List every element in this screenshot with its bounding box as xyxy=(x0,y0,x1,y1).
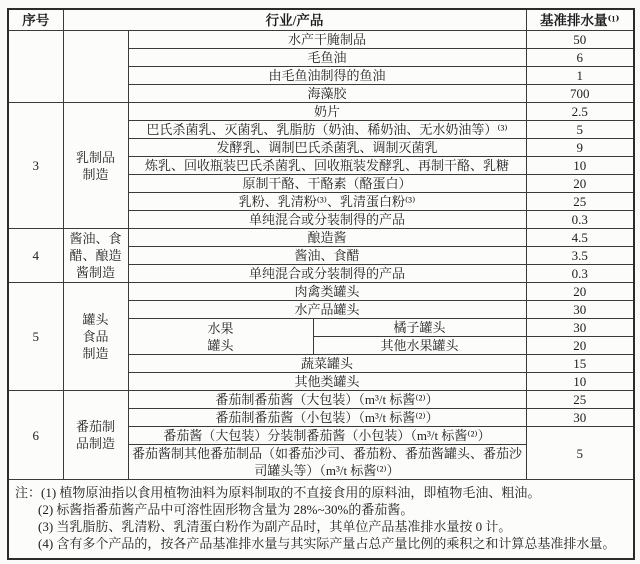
table-row xyxy=(8,31,634,49)
product-cell: 单纯混合或分装制得的产品 xyxy=(128,211,526,229)
product-cell: 水产品罐头 xyxy=(128,301,526,319)
scanned-document-page xyxy=(7,8,633,560)
table-row xyxy=(8,229,634,247)
industry-category-cell xyxy=(63,229,128,283)
discharge-value-cell: 6 xyxy=(526,49,634,67)
text-line: 制造 xyxy=(82,346,109,361)
discharge-value-cell: 10 xyxy=(526,373,634,391)
discharge-value-cell: 5 xyxy=(526,427,634,480)
product-cell: 蔬菜罐头 xyxy=(128,355,526,373)
discharge-value-cell: 700 xyxy=(526,85,634,103)
notes-cell xyxy=(8,480,634,560)
header-industry-product: 行业/产品 xyxy=(63,9,526,31)
text-line: 水果 xyxy=(207,320,234,336)
product-cell: 奶片 xyxy=(128,103,526,121)
discharge-value-cell: 20 xyxy=(526,283,634,301)
product-cell: 酱油、食醋 xyxy=(128,247,526,265)
product-cell: 炼乳、回收瓶装巴氏杀菌乳、回收瓶装发酵乳、再制干酪、乳糖 xyxy=(128,157,526,175)
discharge-value-cell: 30 xyxy=(526,319,634,337)
header-baseline-discharge: 基准排水量⁽¹⁾ xyxy=(526,9,634,31)
table-header-row xyxy=(8,9,634,31)
discharge-value-cell: 25 xyxy=(526,391,634,409)
text-line: 罐头 xyxy=(82,312,109,327)
table-row xyxy=(8,103,634,121)
note-line: 注：(1) 植物原油指以食用植物油料为原料制取的不直接食用的原料油，即植物毛油、粗油。 xyxy=(15,485,541,500)
product-cell: 番茄酱制其他番茄制品（如番茄沙司、番茄粉、番茄酱罐头、番茄沙司罐头等）（m³/t 标酱⁽²⁾） xyxy=(128,445,526,480)
discharge-value-cell: 3.5 xyxy=(526,247,634,265)
note-line: (4) 含有多个产品的，按各产品基准排水量与其实际产量占总产量比例的乘积之和计算总基准排水量。 xyxy=(38,536,616,551)
discharge-value-cell: 1 xyxy=(526,67,634,85)
discharge-value-cell: 25 xyxy=(526,193,634,211)
industry-category-cell xyxy=(63,391,128,480)
discharge-value-cell: 0.3 xyxy=(526,211,634,229)
product-cell: 海藻胶 xyxy=(128,85,526,103)
discharge-value-cell: 0.3 xyxy=(526,265,634,283)
serial-number-cell xyxy=(8,31,63,103)
text-line: 酱制造 xyxy=(75,265,115,280)
product-cell: 单纯混合或分装制得的产品 xyxy=(128,265,526,283)
product-cell: 番茄酱（大包装）分装制番茄酱（小包装）（m³/t 标酱⁽²⁾） xyxy=(128,427,526,445)
industry-category-cell xyxy=(63,103,128,229)
discharge-value-cell: 30 xyxy=(526,301,634,319)
discharge-value-cell: 30 xyxy=(526,409,634,427)
header-serial-number: 序号 xyxy=(8,9,63,31)
text-line: 食品 xyxy=(82,329,109,344)
text-line: 品制造 xyxy=(75,436,115,451)
text-line: 番茄制 xyxy=(75,419,115,434)
serial-number-cell: 6 xyxy=(8,391,63,480)
discharge-value-cell: 2.5 xyxy=(526,103,634,121)
discharge-value-cell: 4.5 xyxy=(526,229,634,247)
discharge-value-cell: 5 xyxy=(526,121,634,139)
industry-category-cell xyxy=(63,31,128,103)
discharge-value-cell: 9 xyxy=(526,139,634,157)
product-cell: 其他水果罐头 xyxy=(313,337,526,355)
table-row xyxy=(8,283,634,301)
discharge-value-cell: 20 xyxy=(526,175,634,193)
discharge-value-cell: 20 xyxy=(526,337,634,355)
product-cell: 水产干腌制品 xyxy=(128,31,526,49)
product-cell: 乳粉、乳清粉⁽³⁾、乳清蛋白粉⁽³⁾ xyxy=(128,193,526,211)
table-row xyxy=(8,391,634,409)
discharge-value-cell: 10 xyxy=(526,157,634,175)
discharge-standards-table xyxy=(7,8,635,560)
notes-row xyxy=(8,480,634,560)
serial-number-cell: 3 xyxy=(8,103,63,229)
product-cell: 番茄制番茄酱（大包装）（m³/t 标酱⁽²⁾） xyxy=(128,391,526,409)
note-line: (2) 标酱指番茄酱产品中可溶性固形物含量为 28%~30%的番茄酱。 xyxy=(38,502,414,517)
discharge-value-cell: 15 xyxy=(526,355,634,373)
serial-number-cell: 4 xyxy=(8,229,63,283)
product-cell: 巴氏杀菌乳、灭菌乳、乳脂肪（奶油、稀奶油、无水奶油等）⁽³⁾ xyxy=(128,121,526,139)
table-body xyxy=(8,31,634,560)
product-cell: 原制干酪、干酪素（酪蛋白） xyxy=(128,175,526,193)
note-line: (3) 当乳脂肪、乳清粉、乳清蛋白粉作为副产品时，其单位产品基准排水量按 0 计。 xyxy=(38,519,512,534)
text-line: 醋、酿造 xyxy=(69,248,122,263)
product-cell: 其他类罐头 xyxy=(128,373,526,391)
text-line: 罐头 xyxy=(207,337,234,353)
serial-number-cell: 5 xyxy=(8,283,63,391)
product-cell: 橘子罐头 xyxy=(313,319,526,337)
product-cell: 由毛鱼油制得的鱼油 xyxy=(128,67,526,85)
product-cell: 肉禽类罐头 xyxy=(128,283,526,301)
product-group-cell xyxy=(128,319,313,355)
text-line: 制造 xyxy=(82,166,109,182)
product-cell: 酿造酱 xyxy=(128,229,526,247)
product-cell: 番茄制番茄酱（小包装）（m³/t 标酱⁽²⁾） xyxy=(128,409,526,427)
product-cell: 发酵乳、调制巴氏杀菌乳、调制灭菌乳 xyxy=(128,139,526,157)
text-line: 乳制品 xyxy=(75,149,115,165)
industry-category-cell xyxy=(63,283,128,391)
discharge-value-cell: 50 xyxy=(526,31,634,49)
product-cell: 毛鱼油 xyxy=(128,49,526,67)
text-line: 酱油、食 xyxy=(69,231,122,246)
